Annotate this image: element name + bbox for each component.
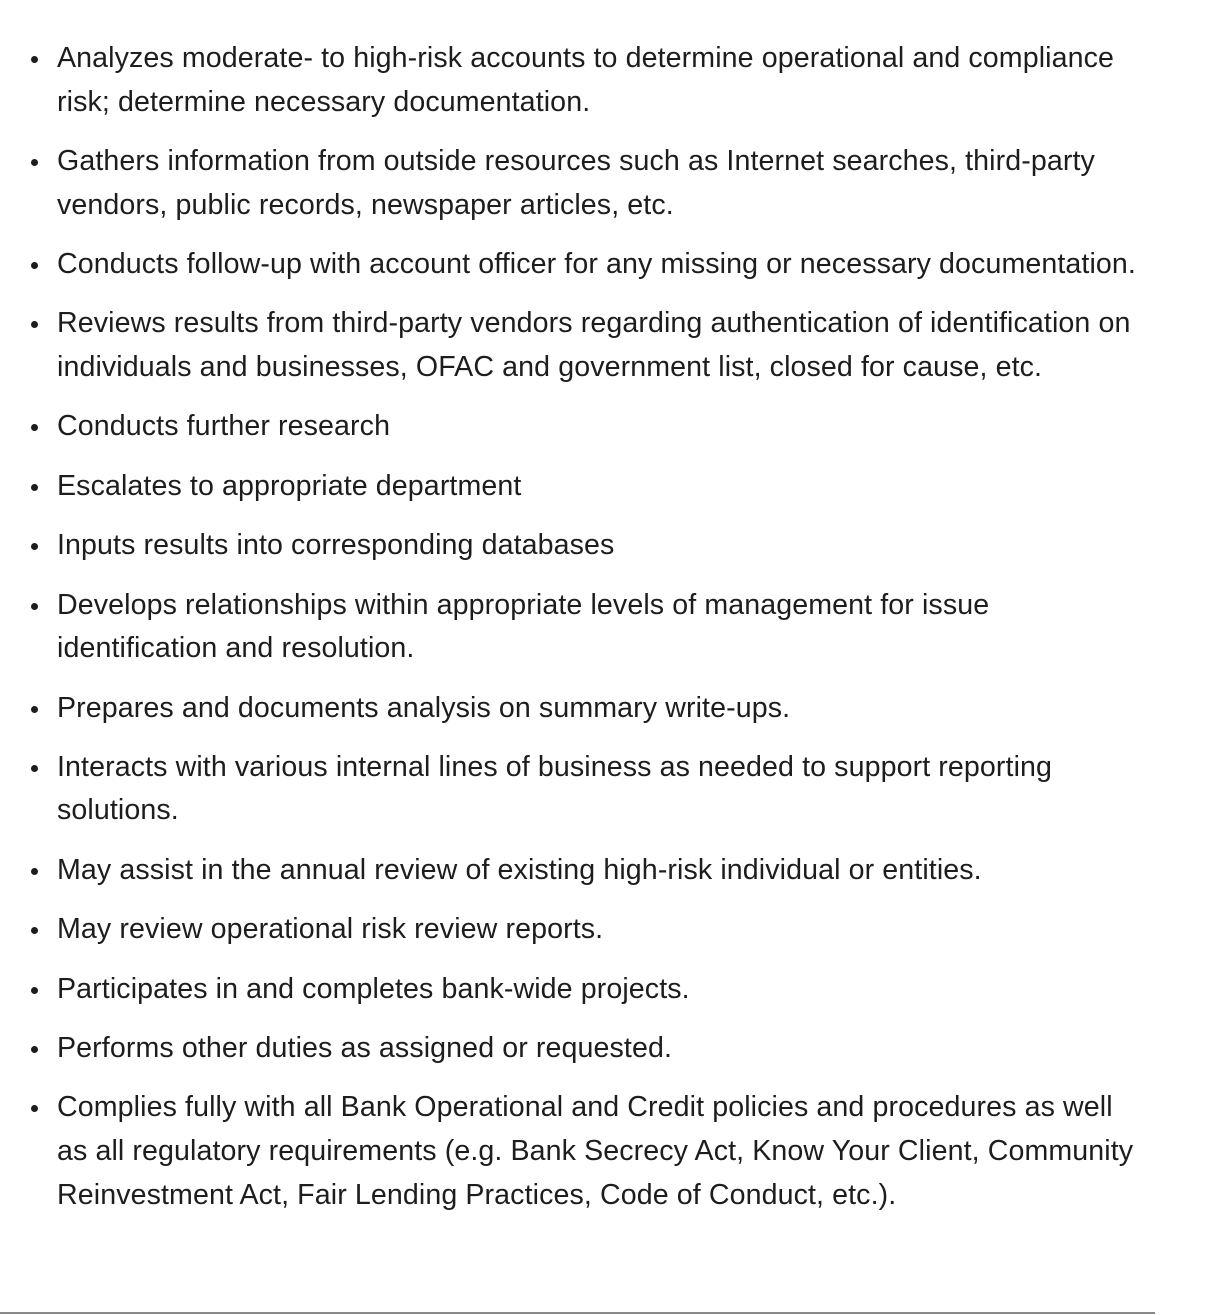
list-item-text: May review operational risk review reports. bbox=[57, 913, 604, 946]
list-item-text: Develops relationships within appropriate levels of management for issue identification and resolution. bbox=[57, 588, 990, 665]
list-item-text: Complies fully with all Bank Operational and Credit policies and procedures as well as all regulatory requirements (e.g. Bank Secrecy Act, Know Your Client, Community Reinvestment Act, Fair Lending Practices, Code of Conduct, etc.). bbox=[57, 1091, 1134, 1211]
list-item-text: May assist in the annual review of existing high-risk individual or entities. bbox=[57, 853, 982, 886]
list-item bbox=[0, 524, 1150, 568]
list-item-text: Conducts follow-up with account officer for any missing or necessary documentation. bbox=[57, 247, 1136, 280]
list-item bbox=[0, 849, 1150, 893]
bullet-icon bbox=[31, 1105, 38, 1112]
list-item-text: Escalates to appropriate department bbox=[57, 469, 522, 502]
bullet-icon bbox=[31, 543, 38, 550]
list-item-text: Inputs results into corresponding databases bbox=[57, 529, 615, 562]
bullet-icon bbox=[31, 927, 38, 934]
list-item-text: Gathers information from outside resources such as Internet searches, third-party vendors, public records, newspaper articles, etc. bbox=[57, 144, 1095, 221]
list-item-text: Conducts further research bbox=[57, 410, 391, 443]
bottom-divider bbox=[0, 1312, 1155, 1314]
list-item bbox=[0, 465, 1150, 509]
bullet-icon bbox=[31, 765, 38, 772]
list-item bbox=[0, 405, 1150, 449]
list-item-text: Interacts with various internal lines of business as needed to support reporting solutions. bbox=[57, 750, 1053, 827]
list-item bbox=[0, 584, 1150, 671]
list-item bbox=[0, 746, 1150, 833]
bullet-icon bbox=[31, 424, 38, 431]
bullet-icon bbox=[31, 706, 38, 713]
list-item bbox=[0, 908, 1150, 952]
list-item-text: Reviews results from third-party vendors regarding authentication of identification on individuals and businesses, OFAC and government list, closed for cause, etc. bbox=[57, 307, 1131, 383]
duties-list bbox=[0, 37, 1150, 1233]
list-item-text: Participates in and completes bank-wide projects. bbox=[57, 972, 690, 1005]
bullet-icon bbox=[31, 868, 38, 875]
list-item-text: Performs other duties as assigned or requested. bbox=[57, 1032, 673, 1065]
list-item bbox=[0, 1027, 1150, 1071]
bullet-icon bbox=[31, 987, 38, 994]
bullet-icon bbox=[31, 321, 38, 328]
list-item bbox=[0, 140, 1150, 227]
bullet-icon bbox=[31, 159, 38, 166]
list-item-text: Analyzes moderate- to high-risk accounts to determine operational and compliance risk; determine necessary documentation. bbox=[57, 42, 1115, 118]
list-item bbox=[0, 1086, 1150, 1217]
bullet-icon bbox=[31, 56, 38, 63]
bullet-icon bbox=[31, 603, 38, 610]
bullet-icon bbox=[31, 262, 38, 269]
list-item bbox=[0, 302, 1150, 389]
list-item bbox=[0, 37, 1150, 124]
list-item-text: Prepares and documents analysis on summary write-ups. bbox=[57, 691, 791, 724]
bullet-icon bbox=[31, 1046, 38, 1053]
list-item bbox=[0, 243, 1150, 287]
list-item bbox=[0, 968, 1150, 1012]
bullet-icon bbox=[31, 484, 38, 491]
list-item bbox=[0, 687, 1150, 731]
